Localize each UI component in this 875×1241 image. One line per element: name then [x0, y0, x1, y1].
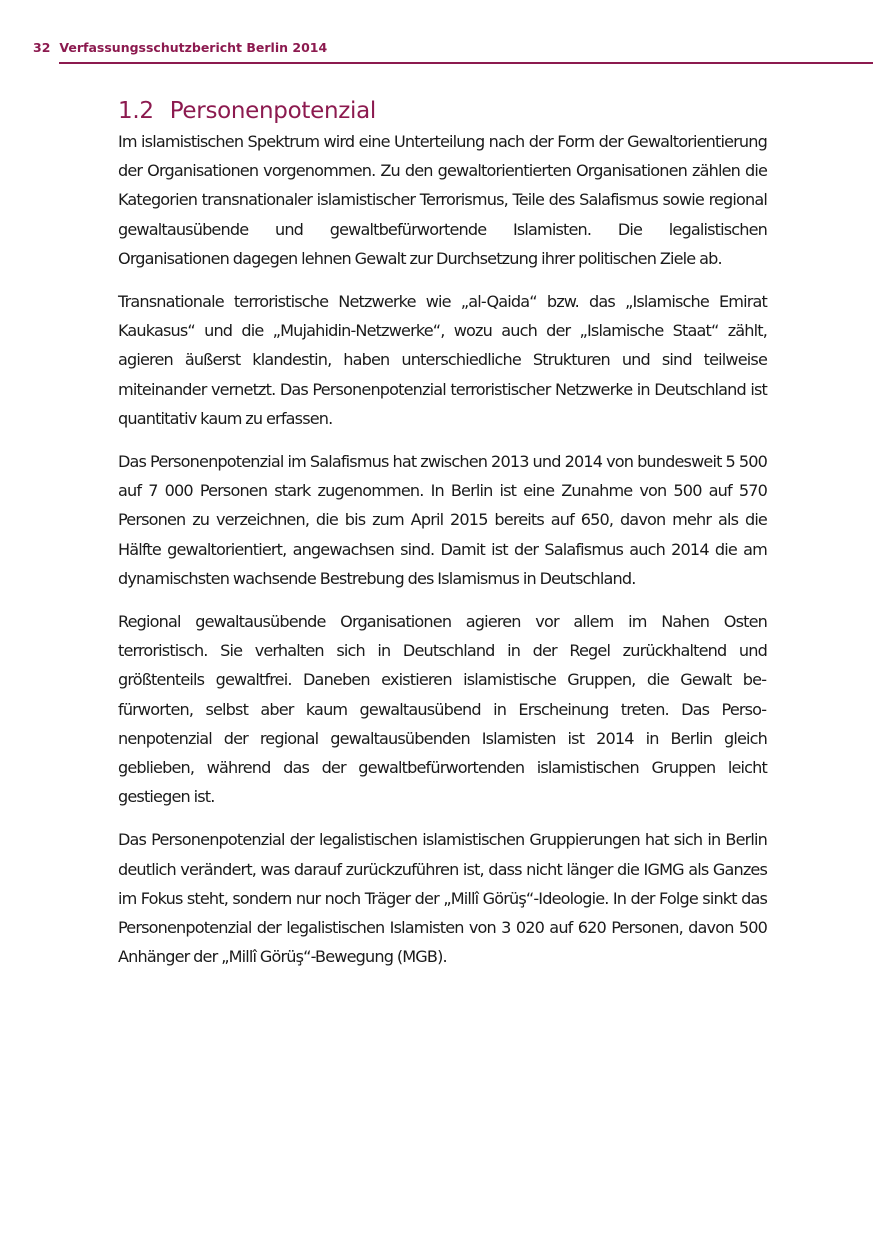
section-heading [118, 96, 767, 126]
paragraph: Das Personenpotenzial im Salafismus hat zwischen 2013 und 2014 von bundesweit 5 500 auf 7 000 Personen stark zugenommen. In Berlin ist eine Zunahme von 500 auf 570 Personen zu verzeichnen, die bis zum April 2015 bereits auf 650, davon mehr als die Hälfte gewaltorientiert, angewachsen sind. Damit ist der Salafismus auch 2014 die am dynamischsten wachsende Bestrebung des Islamismus in Deutschland. [118, 452, 767, 588]
paragraph: Regional gewaltausübende Organisationen agieren vor allem im Nahen Osten terroristisch. Sie verhalten sich in Deutschland in der Regel zurückhaltend und größtenteils gewaltfrei. Daneben existieren islamistische Gruppen, die Gewalt befürworten, selbst aber kaum gewaltausübend in Erscheinung treten. Das Personenpotenzial der regional gewaltausübenden Islamisten ist 2014 in Berlin gleich geblieben, während das der gewaltbefürwortenden islamistischen Gruppen leicht gestiegen ist. [118, 612, 767, 807]
paragraph: Im islamistischen Spektrum wird eine Unterteilung nach der Form der Gewaltorientierung der Organisationen vorgenommen. Zu den gewaltorientierten Organisationen zählen die Kategorien transnationaler islamistischer Terrorismus, Teile des Salafismus sowie regional gewaltausübende und gewaltbefürwortende Islamisten. Die legalistischen Organisationen dagegen lehnen Gewalt zur Durchsetzung ihrer politischen Ziele ab. [118, 132, 767, 268]
running-title: Verfassungsschutzbericht Berlin 2014 [59, 40, 328, 55]
running-header [33, 40, 327, 55]
paragraph: Das Personenpotenzial der legalistischen islamistischen Gruppierungen hat sich in Berlin deutlich verändert, was darauf zurückzuführen ist, dass nicht länger die IGMG als Ganzes im Fokus steht, sondern nur noch Träger der „Millî Görüş“-Ideologie. In der Folge sinkt das Personenpotenzial der legalistischen Islamisten von 3 020 auf 620 Personen, davon 500 Anhänger der „Millî Görüş“-Bewegung (MGB). [118, 830, 767, 967]
section-personenpotenzial [118, 96, 767, 985]
header-rule [59, 62, 873, 64]
section-title: Personenpotenzial [169, 98, 376, 124]
paragraph: Transnationale terroristische Netzwerke wie „al-Qaida“ bzw. das „Islamische Emirat Kaukasus“ und die „Mujahidin-Netzwerke“, wozu auch der „Islamische Staat“ zählt, agieren äußerst klandestin, haben unterschiedliche Strukturen und sind teilweise miteinander vernetzt. Das Personenpotenzial terroristischer Netzwerke in Deutschland ist quantitativ kaum zu erfassen. [118, 292, 767, 428]
page-number: 32 [33, 40, 51, 55]
section-number: 1.2 [118, 98, 154, 124]
